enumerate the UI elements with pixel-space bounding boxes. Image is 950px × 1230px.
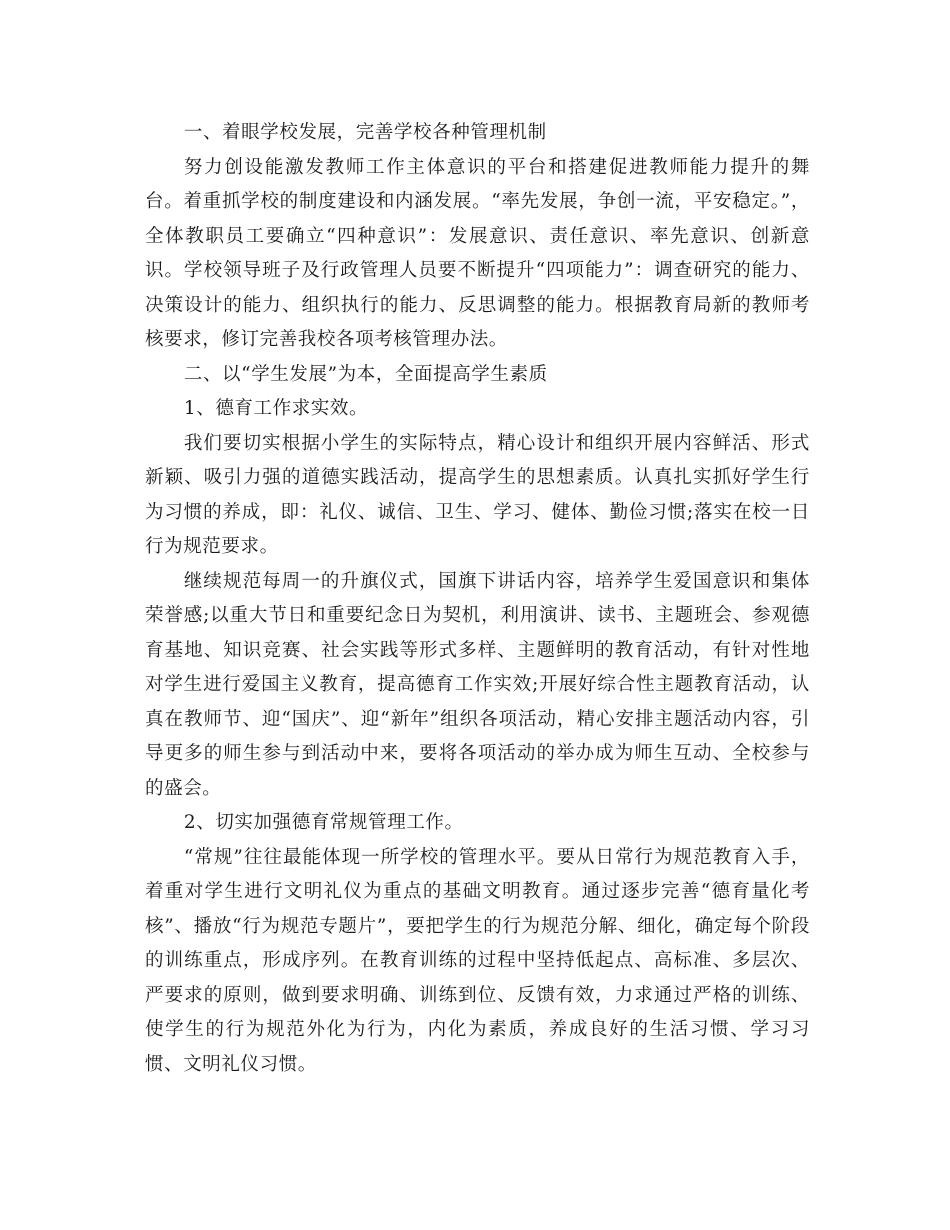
paragraph-flag-ceremony: 继续规范每周一的升旗仪式，国旗下讲话内容，培养学生爱国意识和集体荣誉感;以重大节日和重要纪念日为契机，利用演讲、读书、主题班会、参观德育基地、知识竞赛、社会实践等形式多样、主题鲜明的教育活动，有针对性地对学生进行爱国主义教育，提高德育工作实效;开展好综合性主题教育活动，认真在教师节、迎“国庆”、迎“新年”组织各项活动，精心安排主题活动内容，引导更多的师生参与到活动中来，要将各项活动的举办成为师生互动、全校参与的盛会。: [145, 570, 810, 799]
subheading-moral-education: 1、德育工作求实效。: [183, 398, 369, 419]
paragraph-management: 努力创设能激发教师工作主体意识的平台和搭建促进教师能力提升的舞台。着重抓学校的制度建设和内涵发展。“率先发展，争创一流，平安稳定。”，全体教职员工要确立“四种意识”：发展意识、责任意识、率先意识、创新意识。学校领导班子及行政管理人员要不断提升“四项能力”：调查研究的能力、决策设计的能力、组织执行的能力、反思调整的能力。根据教育局新的教师考核要求，修订完善我校各项考核管理办法。: [145, 156, 810, 350]
paragraph-moral-practice: 我们要切实根据小学生的实际特点，精心设计和组织开展内容鲜活、形式新颖、吸引力强的道德实践活动，提高学生的思想素质。认真扎实抓好学生行为习惯的养成，即：礼仪、诚信、卫生、学习、健体、勤俭习惯;落实在校一日行为规范要求。: [145, 432, 810, 557]
section-heading-1: 一、着眼学校发展，完善学校各种管理机制: [183, 122, 547, 143]
subheading-routine-management: 2、切实加强德育常规管理工作。: [183, 812, 464, 833]
paragraph-routine: “常规”往往最能体现一所学校的管理水平。要从日常行为规范教育入手，着重对学生进行文明礼仪为重点的基础文明教育。通过逐步完善“德育量化考核”、播放“行为规范专题片”，要把学生的行为规范分解、细化，确定每个阶段的训练重点，形成序列。在教育训练的过程中坚持低起点、高标准、多层次、严要求的原则，做到要求明确、训练到位、反馈有效，力求通过严格的训练、使学生的行为规范外化为行为，内化为素质，养成良好的生活习惯、学习习惯、文明礼仪习惯。: [145, 846, 810, 1075]
section-heading-2: 二、以“学生发展”为本，全面提高学生素质: [183, 363, 548, 385]
document-body: [145, 116, 810, 1082]
